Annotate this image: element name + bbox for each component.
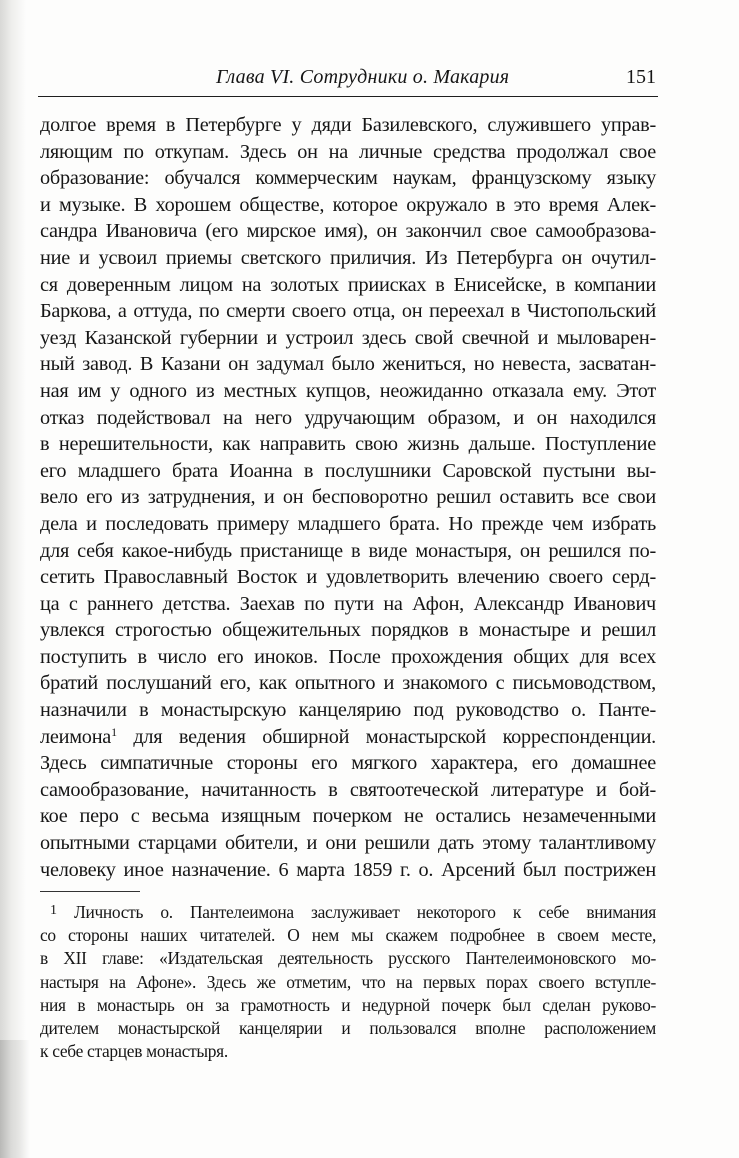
text-line: назначили в монастырскую канцелярию под руководство о. Панте- — [40, 699, 656, 722]
footnote-line — [40, 901, 656, 924]
footnote-line: со стороны наших читателей. О нем мы скажем подробнее в своем месте, — [40, 925, 656, 946]
footnote-line: ния в монастырь он за грамотность и недурной почерк был сделан руково- — [40, 994, 656, 1015]
text-line: сетить Православный Восток и удовлетворить влечению своего серд- — [40, 566, 656, 589]
text-line: кое перо с весьма изящным почерком не остались незамеченными — [40, 805, 656, 828]
text-fragment: леимона — [40, 725, 112, 748]
scan-shadow-edge — [0, 0, 26, 1158]
text-line: увлекся строгостью общежительных порядков в монастыре и решил — [40, 619, 656, 642]
text-line: самообразование, начитанность в святоотеческой литературе и бой- — [40, 778, 656, 801]
page-header — [38, 64, 658, 98]
footnote-marker: 1 — [50, 903, 57, 918]
text-line: вело его из затруднения, и он бесповоротно решил оставить все свои — [40, 486, 656, 509]
main-text — [40, 112, 656, 883]
footnote-reference[interactable]: 1 — [111, 724, 117, 739]
text-line: ца с раннего детства. Заехав по пути на Афон, Александр Иванович — [40, 592, 656, 615]
text-line: поступить в число его иноков. После прохождения общих для всех — [40, 645, 656, 668]
text-line: Здесь симпатичные стороны его мягкого характера, его домашнее — [40, 752, 656, 775]
text-line: ние и усвоил приемы светского приличия. Из Петербурга он очутил- — [40, 246, 656, 269]
running-head: Глава VI. Сотрудники о. Макария — [216, 66, 510, 88]
footnote-divider — [40, 891, 140, 892]
text-line: ляющим по откупам. Здесь он на личные средства продолжал свое — [40, 140, 656, 163]
footnote-line: настыря на Афоне». Здесь же отметим, что на первых порах своего вступле- — [40, 971, 656, 992]
page-number: 151 — [626, 66, 656, 88]
scan-shadow-corner — [0, 1040, 30, 1158]
footnote-text: Личность о. Пантелеимона заслуживает некоторого к себе внимания — [56, 902, 656, 922]
footnote-line: дителем монастырской канцелярии и пользовался вполне расположением — [40, 1017, 656, 1038]
text-line: Баркова, а оттуда, по смерти своего отца, он переехал в Чистопольский — [40, 300, 656, 323]
text-line: дела и последовать примеру младшего брата. Но прежде чем избрать — [40, 512, 656, 535]
footnote — [40, 901, 656, 1063]
footnote-line: в XII главе: «Издательская деятельность русского Пантелеимоновского мо- — [40, 948, 656, 969]
text-line-with-footnote-ref — [40, 724, 656, 751]
text-line: ная им у одного из местных купцов, неожиданно отказала ему. Этот — [40, 379, 656, 402]
text-fragment: для ведения обширной монастырской корреспонденции. — [116, 725, 656, 748]
text-line: для себя какое-нибудь пристанище в виде монастыря, он решился по- — [40, 539, 656, 562]
text-line: опытными старцами обители, и они решили дать этому талантливому — [40, 832, 656, 855]
footnote-line: к себе старцев монастыря. — [40, 1041, 228, 1062]
text-line: отказ подействовал на него удручающим образом, и он находился — [40, 406, 656, 429]
text-line: и музыке. В хорошем обществе, которое окружало в это время Алек- — [40, 193, 656, 216]
text-line: образование: обучался коммерческим наукам, французскому языку — [40, 167, 656, 190]
text-line: братий послушаний его, как опытного и знакомого с письмоводством, — [40, 672, 656, 695]
text-line: долгое время в Петербурге у дяди Базилевского, служившего управ- — [40, 114, 656, 136]
text-line: уезд Казанской губернии и устроил здесь свой свечной и мыловарен- — [40, 326, 656, 349]
text-line: сандра Ивановича (его мирское имя), он закончил свое самообразова- — [40, 220, 656, 243]
text-line: его младшего брата Иоанна в послушники Саровской пустыни вы- — [40, 459, 656, 482]
text-line: ся доверенным лицом на золотых приисках в Енисейске, в компании — [40, 273, 656, 296]
text-line: в нерешительности, как направить свою жизнь дальше. Поступление — [40, 433, 656, 456]
text-line: ный завод. В Казани он задумал было жениться, но невеста, засватан- — [40, 353, 656, 376]
text-line: человеку иное назначение. 6 марта 1859 г. о. Арсений был пострижен — [40, 858, 656, 881]
header-rule — [38, 96, 658, 97]
